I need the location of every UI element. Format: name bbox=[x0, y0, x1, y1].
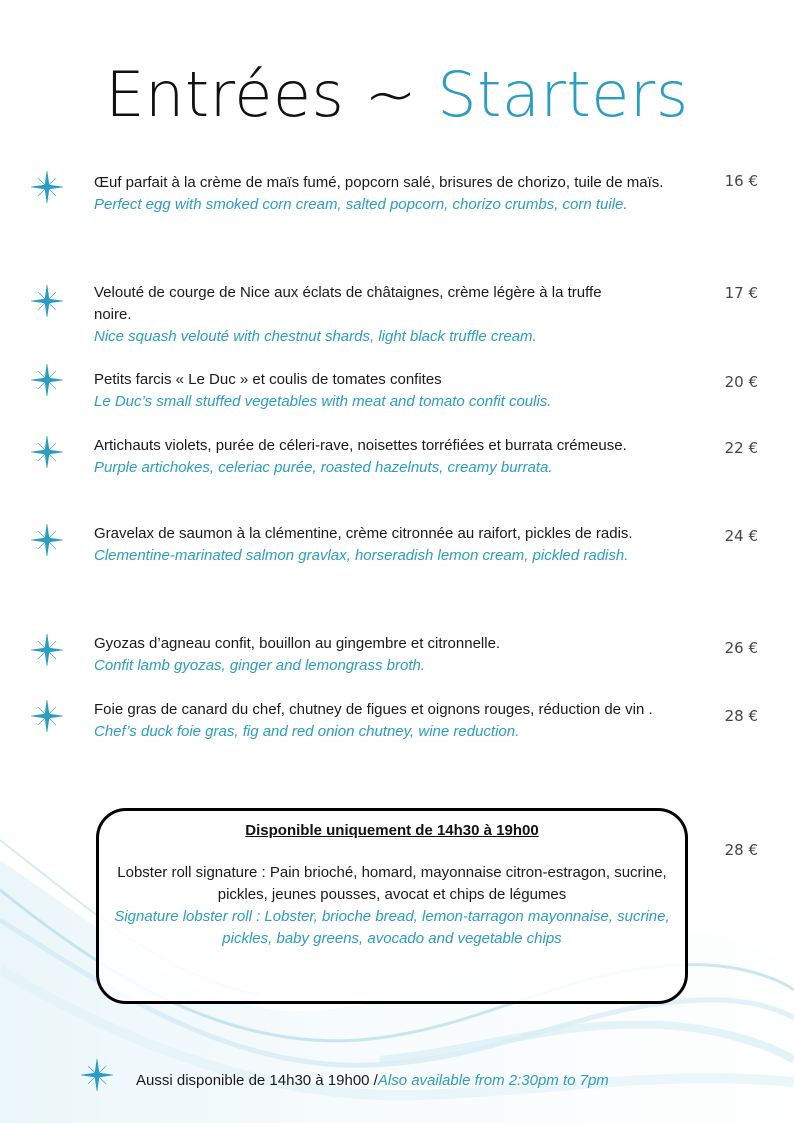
item-price: 28 € bbox=[724, 707, 758, 725]
item-name-en: Clementine-marinated salmon gravlax, horseradish lemon cream, pickled radish. bbox=[94, 547, 629, 564]
footer-text-en: Also available from 2:30pm to 7pm bbox=[377, 1072, 609, 1089]
sparkle-star-icon bbox=[30, 284, 64, 318]
title-separator: ~ bbox=[364, 58, 418, 131]
item-name-en: Perfect egg with smoked corn cream, salted popcorn, chorizo crumbs, corn tuile. bbox=[94, 196, 628, 213]
item-name-fr: Velouté de courge de Nice aux éclats de châtaignes, crème légère à la truffe noire. bbox=[94, 284, 602, 323]
footer-text bbox=[136, 1070, 609, 1092]
sparkle-star-icon bbox=[30, 523, 64, 557]
item-name-en: Purple artichokes, celeriac purée, roasted hazelnuts, creamy burrata. bbox=[94, 459, 553, 476]
sparkle-star-icon bbox=[30, 363, 64, 397]
lobster-description-en: Signature lobster roll : Lobster, brioche bread, lemon-tarragon mayonnaise, sucrine, pickles, baby greens, avocado and vegetable chips bbox=[114, 908, 670, 947]
item-name-en: Chef’s duck foie gras, fig and red onion chutney, wine reduction. bbox=[94, 723, 520, 740]
availability-note: Disponible uniquement de 14h30 à 19h00 bbox=[245, 822, 539, 839]
sparkle-star-icon bbox=[30, 170, 64, 204]
title-fr: Entrées bbox=[105, 58, 345, 131]
item-price: 20 € bbox=[724, 373, 758, 391]
footer-text-fr: Aussi disponible de 14h30 à 19h00 / bbox=[136, 1072, 378, 1089]
item-price: 17 € bbox=[724, 284, 758, 302]
item-name-fr: Petits farcis « Le Duc » et coulis de tomates confites bbox=[94, 371, 442, 388]
item-name-fr: Gravelax de saumon à la clémentine, crème citronnée au raifort, pickles de radis. bbox=[94, 525, 633, 542]
item-price: 16 € bbox=[724, 172, 758, 190]
lobster-description-fr: Lobster roll signature : Pain brioché, homard, mayonnaise citron-estragon, sucrine, pickles, jeunes pousses, avocat et chips de légumes bbox=[117, 864, 667, 903]
item-description bbox=[94, 172, 686, 216]
sparkle-star-icon bbox=[80, 1058, 114, 1092]
lobster-price: 28 € bbox=[724, 841, 758, 859]
item-name-en: Nice squash velouté with chestnut shards, light black truffle cream. bbox=[94, 328, 537, 345]
sparkle-star-icon bbox=[30, 699, 64, 733]
item-name-en: Confit lamb gyozas, ginger and lemongrass broth. bbox=[94, 657, 426, 674]
title-en: Starters bbox=[437, 58, 689, 131]
item-price: 26 € bbox=[724, 639, 758, 657]
item-name-fr: Artichauts violets, purée de céleri-rave, noisettes torréfiées et burrata crémeuse. bbox=[94, 437, 627, 454]
item-name-fr: Œuf parfait à la crème de maïs fumé, popcorn salé, brisures de chorizo, tuile de maïs. bbox=[94, 174, 664, 191]
item-description bbox=[94, 435, 634, 479]
lobster-roll-box bbox=[96, 808, 688, 1004]
item-name-fr: Foie gras de canard du chef, chutney de figues et oignons rouges, réduction de vin . bbox=[94, 701, 653, 718]
item-price: 22 € bbox=[724, 439, 758, 457]
item-description bbox=[94, 699, 686, 743]
item-description bbox=[94, 633, 686, 677]
item-description bbox=[94, 282, 624, 348]
item-name-fr: Gyozas d’agneau confit, bouillon au gingembre et citronnelle. bbox=[94, 635, 501, 652]
item-description bbox=[94, 523, 634, 567]
sparkle-star-icon bbox=[30, 435, 64, 469]
sparkle-star-icon bbox=[30, 633, 64, 667]
item-name-en: Le Duc’s small stuffed vegetables with meat and tomato confit coulis. bbox=[94, 393, 552, 410]
item-description bbox=[94, 369, 686, 413]
page-title bbox=[0, 58, 794, 131]
item-price: 24 € bbox=[724, 527, 758, 545]
